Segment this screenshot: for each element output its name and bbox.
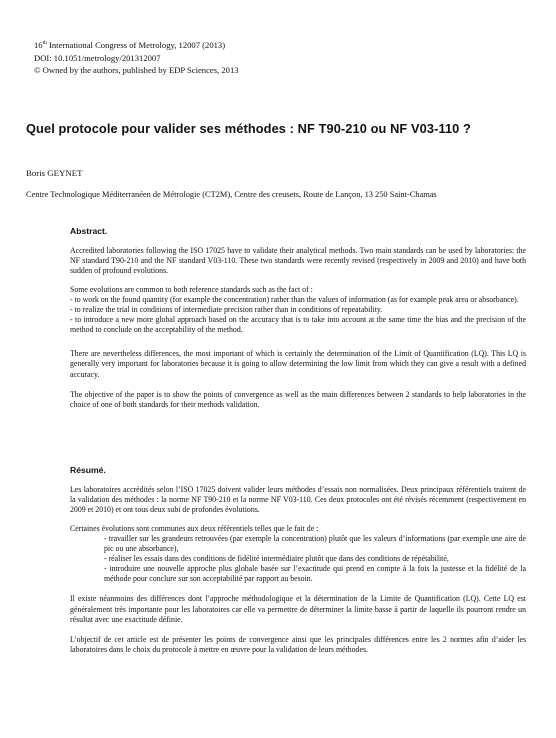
abstract-list-item-2: - to realize the trial in conditions of intermediate precision rather than in conditions of repeatability. [70, 305, 383, 315]
resume-list-intro: Certaines évolutions sont communes aux deux référentiels telles que le fait de : [70, 523, 319, 533]
resume-list-item-1: - travailler sur les grandeurs retrouvées (par exemple la concentration) plutôt que les valeurs d’informations (par exemple une aire de pic ou une absorbance), [104, 533, 526, 554]
resume-paragraph-3: Il existe néanmoins des différences dont l’approche méthodologique et la détermination de la Limite de Quantification (LQ). Cette LQ est généralement très importante pour les laboratoires car elle va permettre de déterminer la limite basse à partir de laquelle ils pourront rendre un résultat avec une exactitude définie. [70, 594, 526, 624]
author-affiliation: Centre Technologique Méditerranéen de Métrologie (CT2M), Centre des creusets, Route de Lançon, 13 250 Saint-Chamas [26, 190, 437, 199]
abstract-paragraph-4: The objective of the paper is to show the points of convergence as well as the main differences between 2 standards to help laboratories in the choice of one of both standards for their methods validation. [70, 389, 526, 409]
resume-list-item-2: - réaliser les essais dans des conditions de fidélité intermédiaire plutôt que dans des conditions de répétabilité, [104, 554, 449, 564]
author-name: Boris GEYNET [26, 168, 83, 178]
abstract-paragraph-1: Accredited laboratories following the ISO 17025 have to validate their analytical methods. Two main standards can be used by laboratories: the NF standard T90-210 and the NF standard V03-110. These two standards were recently revised (respectively in 2009 and 2010) and have both sudden of profound evolutions. [70, 246, 526, 276]
paper-title: Quel protocole pour valider ses méthodes : NF T90-210 ou NF V03-110 ? [26, 121, 471, 136]
abstract-list-item-3: - to introduce a new more global approach based on the accuracy that is to take into account at the same time the bias and the precision of the method to conclude on the acceptability of the method. [70, 315, 526, 335]
resume-list-item-3: - introduire une nouvelle approche plus globale basée sur l’exactitude qui prend en compte à la fois la justesse et la fidélité de la méthode pour conclure sur son acceptabilité par rapport au besoin. [104, 564, 526, 584]
abstract-heading: Abstract. [70, 226, 108, 236]
congress-ordinal: th [42, 40, 47, 47]
abstract-list-item-1: - to work on the found quantity (for example the concentration) rather than the values of information (as for example peak area or absorbance). [70, 294, 519, 304]
abstract-section [70, 226, 526, 418]
resume-section [70, 465, 526, 663]
copyright-line: © Owned by the authors, published by EDP Sciences, 2013 [34, 65, 239, 75]
congress-line [34, 39, 239, 52]
resume-paragraph-4: L’objectif de cet article est de présenter les points de convergence ainsi que les principales différences entre les 2 normes afin d’aider les laboratoires dans le choix du protocole à mettre en œuvre pour la validation de leurs méthodes. [70, 634, 526, 654]
resume-paragraph-1: Les laboratoires accrédités selon l’ISO 17025 doivent valider leurs méthodes d’essais non normalisées. Deux principaux référentiels traitent de la validation des méthodes : la norme NF T90-210 et la norme NF V03-110. Ces deux protocoles ont été révisés récemment (respectivement en 2009 et 2010) et ont tous deux subi de profondes évolutions. [70, 485, 526, 515]
resume-heading: Résumé. [70, 465, 106, 475]
abstract-list-intro: Some evolutions are common to both reference standards such as the fact of : [70, 284, 313, 294]
doi-line: DOI: 10.1051/metrology/201312007 [34, 52, 161, 63]
abstract-paragraph-2 [70, 285, 526, 335]
congress-name: International Congress of Metrology, 12007 (2013) [46, 40, 226, 50]
congress-number: 16 [34, 40, 43, 50]
abstract-paragraph-3: There are nevertheless differences, the most important of which is certainly the determination of the Limit of Quantification (LQ). This LQ is generally very important for laboratories because it is going to allow determining the low limit from which they can give a result with a defined accuracy. [70, 349, 526, 379]
page-header [34, 39, 239, 77]
resume-paragraph-2 [70, 524, 526, 585]
